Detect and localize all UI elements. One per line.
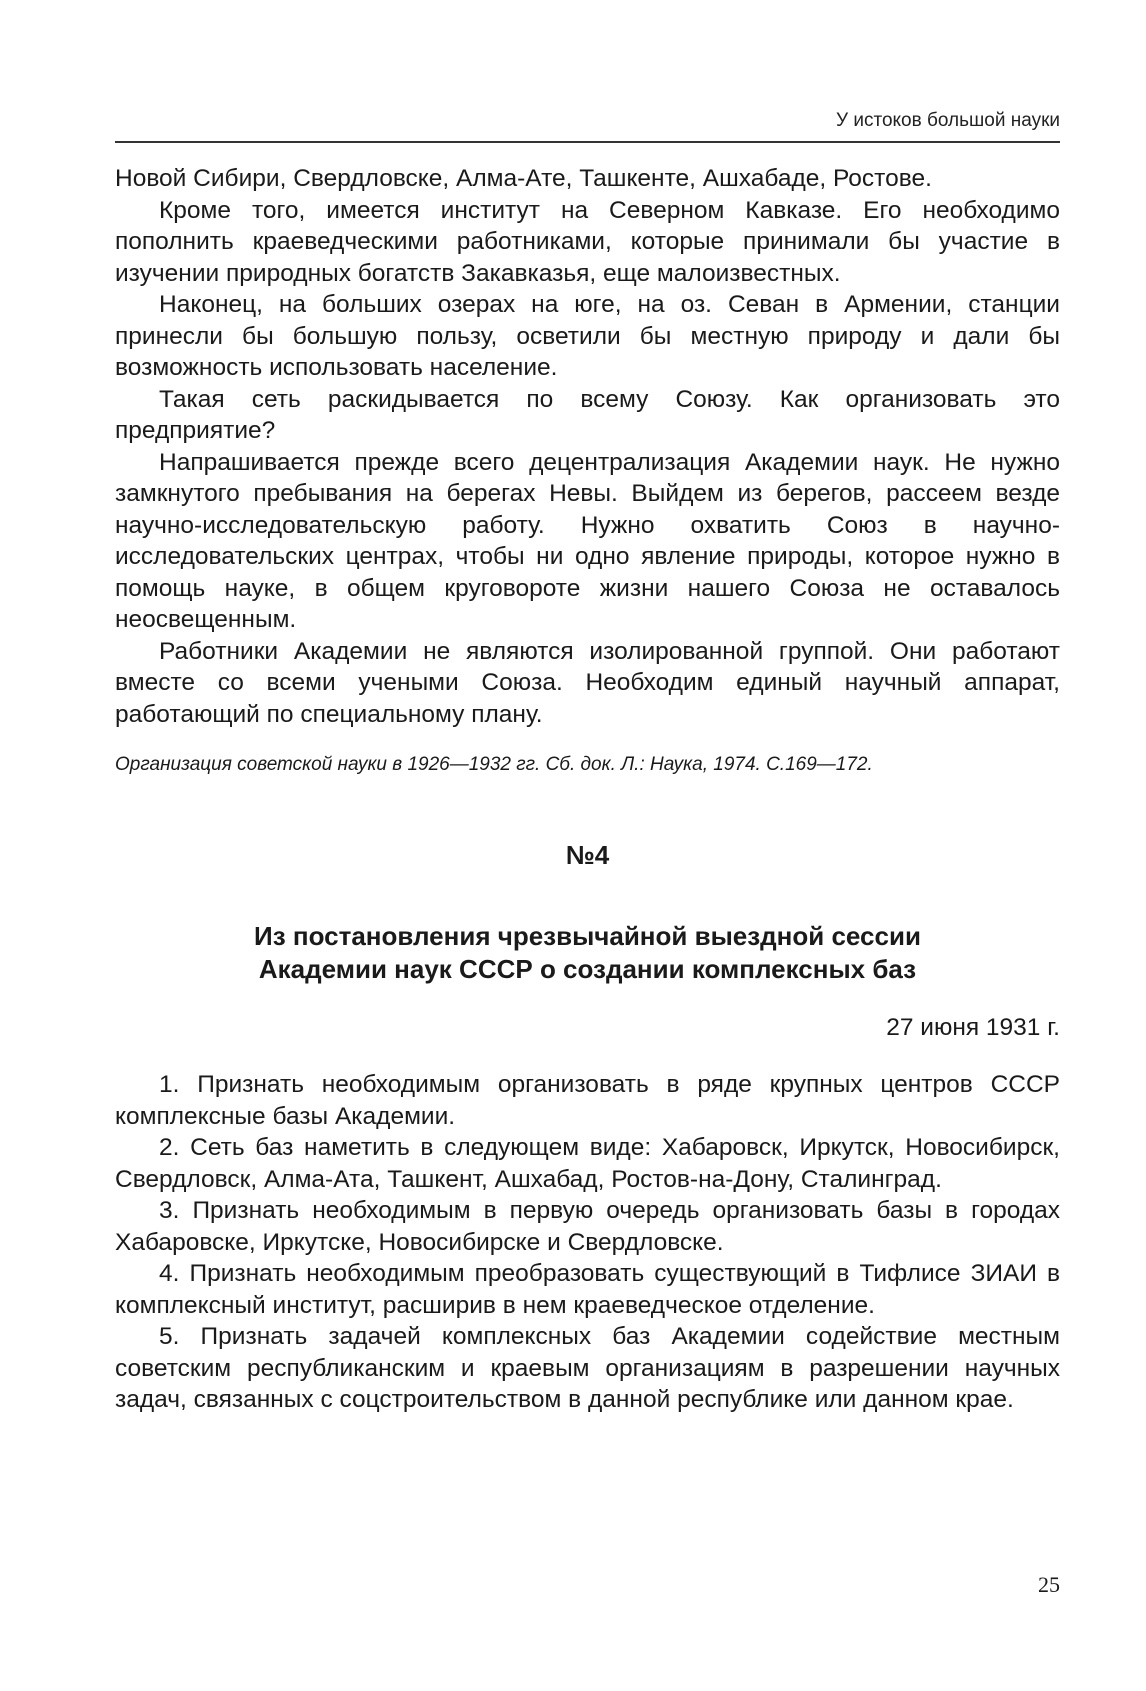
resolution-item: 1. Признать необходимым организовать в ряде крупных центров СССР комплексные базы Академии. — [115, 1071, 1060, 1130]
document-title-line-1: Из постановления чрезвычайной выездной сессии — [254, 920, 921, 951]
paragraph: Напрашивается прежде всего децентрализация Академии наук. Не нужно замкнутого пребывания на берегах Невы. Выйдем из берегов, рассеем везде научно-исследовательскую работу. Нужно охватить Союз в научно-исследовательских центрах, чтобы ни одно явление природы, которое нужно в помощь науке, в общем круговороте жизни нашего Союза не оставалось неосвещенным. — [115, 448, 1060, 633]
document-title — [115, 920, 1060, 986]
resolution-item: 4. Признать необходимым преобразовать существующий в Тифлисе ЗИАИ в комплексный институт, расширив в нем краеведческое отделение. — [115, 1260, 1060, 1319]
resolution-item: 5. Признать задачей комплексных баз Академии содействие местным советским республиканским и краевым организациям в разрешении научных задач, связанных с соцстроительством в данной республике или данном крае. — [115, 1323, 1060, 1413]
paragraph: Новой Сибири, Свердловске, Алма-Ате, Ташкенте, Ашхабаде, Ростове. — [115, 165, 932, 192]
paragraph: Работники Академии не являются изолированной группой. Они работают вместе со всеми учеными Союза. Необходим единый научный аппарат, работающий по специальному плану. — [115, 637, 1060, 728]
page-body — [115, 163, 1060, 1416]
source-citation: Организация советской науки в 1926—1932 гг. Сб. док. Л.: Наука, 1974. С.169—172. — [115, 754, 873, 775]
document-title-line-2: Академии наук СССР о создании комплексных баз — [258, 953, 917, 984]
running-head: У истоков большой науки — [836, 110, 1060, 131]
resolution-item: 2. Сеть баз наметить в следующем виде: Хабаровск, Иркутск, Новосибирск, Свердловск, Алма-Ата, Ташкент, Ашхабад, Ростов-на-Дону, Сталинград. — [115, 1134, 1060, 1193]
paragraph: Кроме того, имеется институт на Северном Кавказе. Его необходимо пополнить краеведческими работниками, которые принимали бы участие в изучении природных богатств Закавказья, еще малоизвестных. — [115, 196, 1060, 287]
paragraph: Такая сеть раскидывается по всему Союзу. Как организовать это предприятие? — [115, 385, 1060, 444]
book-page — [115, 0, 1060, 1691]
document-number: №4 — [565, 840, 610, 870]
document-date: 27 июня 1931 г. — [886, 1013, 1060, 1041]
page-number: 25 — [1038, 1572, 1060, 1597]
resolution-item: 3. Признать необходимым в первую очередь организовать базы в городах Хабаровске, Иркутске, Новосибирске и Свердловске. — [115, 1197, 1060, 1256]
header-rule — [115, 141, 1060, 143]
paragraph: Наконец, на больших озерах на юге, на оз. Севан в Армении, станции принесли бы большую пользу, осветили бы местную природу и дали бы возможность использовать население. — [115, 291, 1060, 381]
